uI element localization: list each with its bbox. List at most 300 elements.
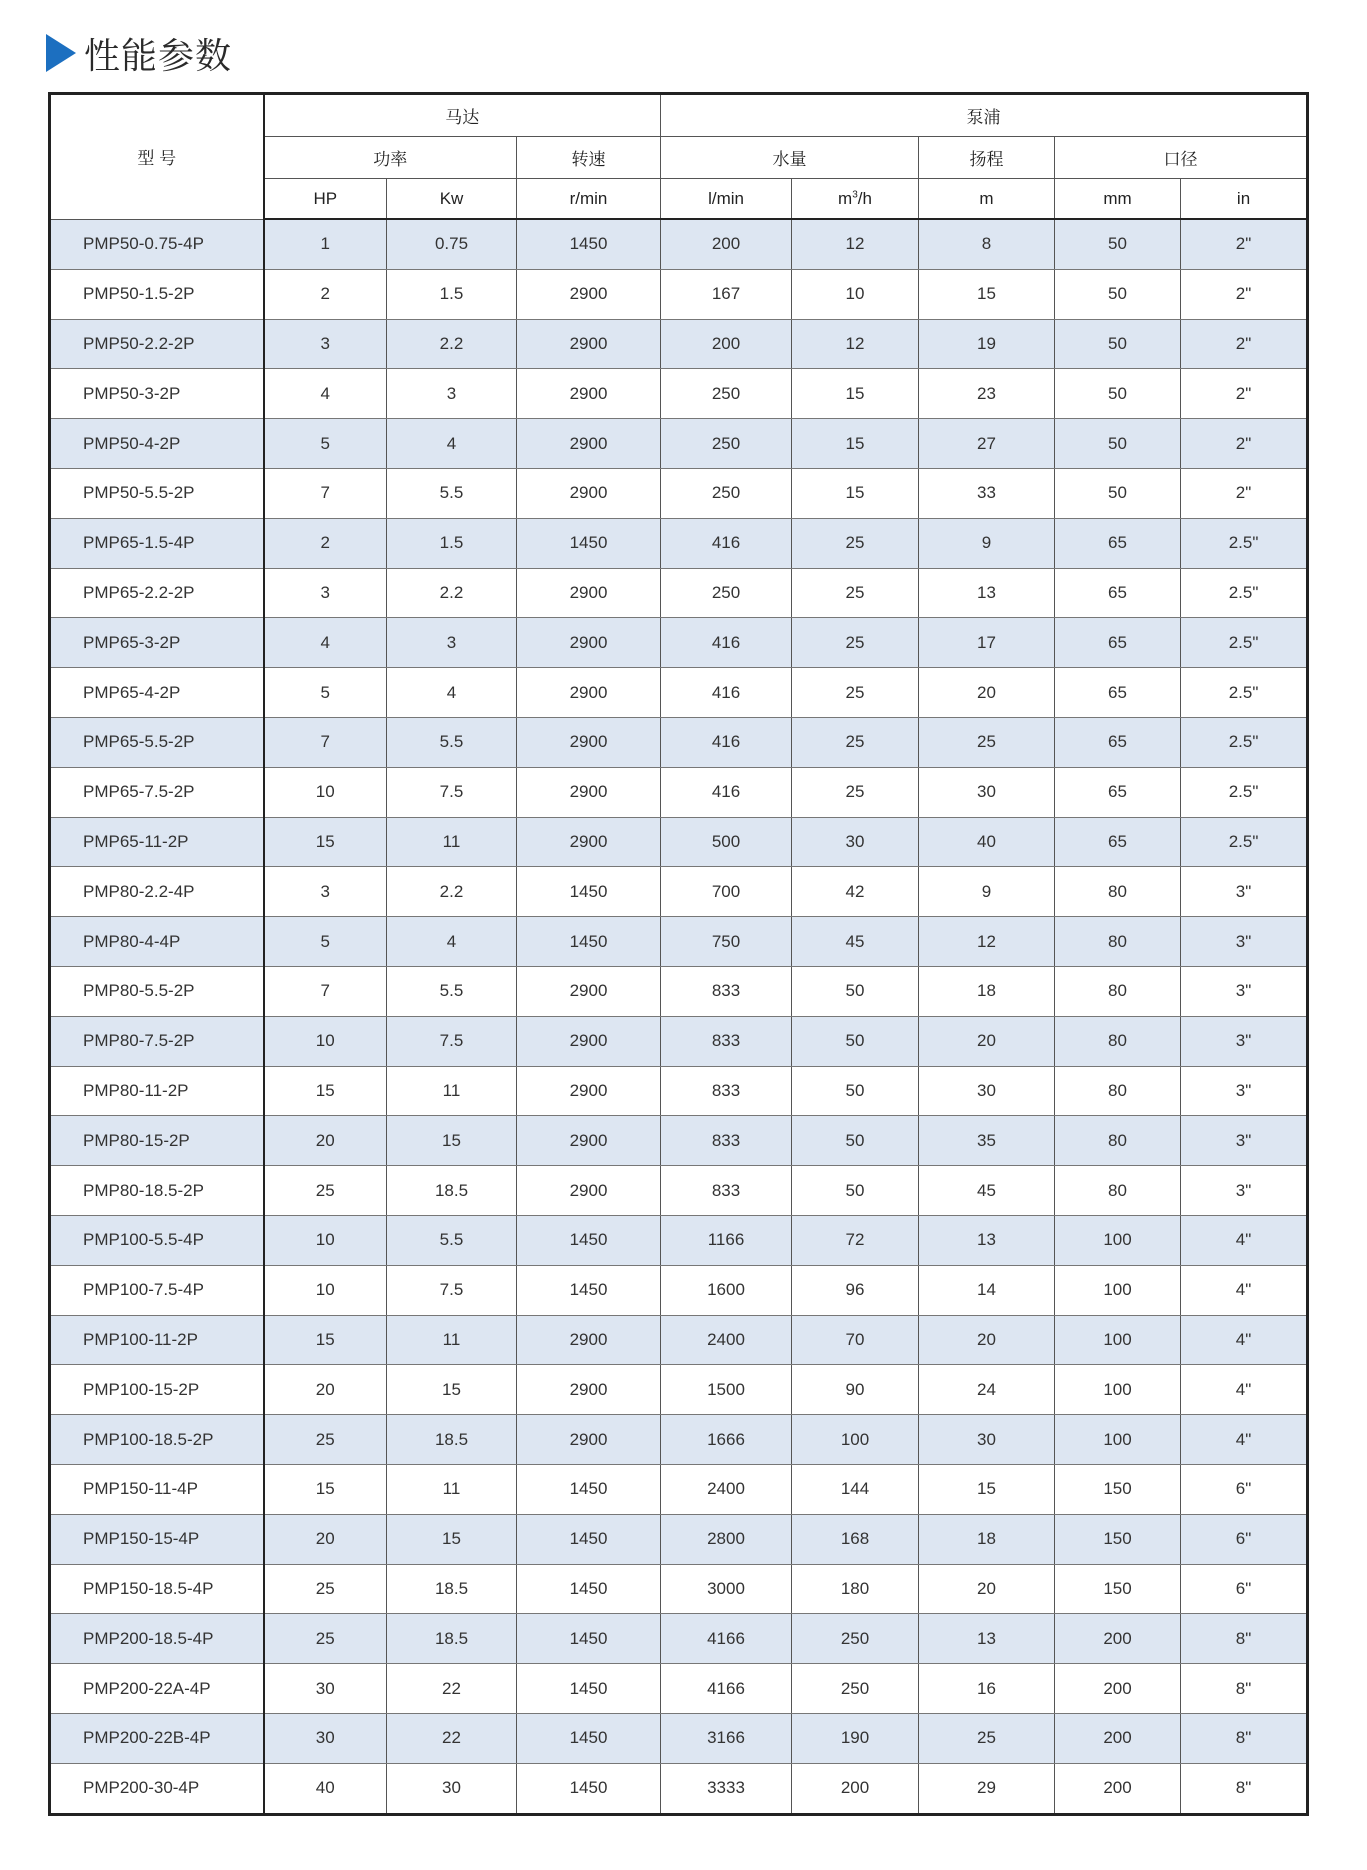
header-motor: 马达 bbox=[264, 94, 661, 137]
cell-head-m: 23 bbox=[919, 369, 1055, 419]
cell-kw: 5.5 bbox=[387, 1215, 517, 1265]
cell-head-m: 18 bbox=[919, 1514, 1055, 1564]
cell-rpm: 2900 bbox=[517, 966, 661, 1016]
cell-rpm: 1450 bbox=[517, 1564, 661, 1614]
cell-bore-in: 6" bbox=[1181, 1564, 1308, 1614]
cell-hp: 20 bbox=[264, 1116, 387, 1166]
cell-hp: 25 bbox=[264, 1564, 387, 1614]
cell-rpm: 1450 bbox=[517, 1514, 661, 1564]
cell-bore-in: 8" bbox=[1181, 1614, 1308, 1664]
cell-kw: 4 bbox=[387, 668, 517, 718]
cell-head-m: 20 bbox=[919, 1016, 1055, 1066]
cell-bore-mm: 65 bbox=[1055, 568, 1181, 618]
cell-kw: 11 bbox=[387, 1066, 517, 1116]
cell-bore-in: 2" bbox=[1181, 419, 1308, 469]
cell-bore-mm: 100 bbox=[1055, 1315, 1181, 1365]
cell-hp: 30 bbox=[264, 1713, 387, 1763]
table-body bbox=[50, 219, 1308, 1814]
cell-head-m: 25 bbox=[919, 717, 1055, 767]
cell-model: PMP50-3-2P bbox=[50, 369, 264, 419]
cell-flow-lmin: 1600 bbox=[661, 1265, 792, 1315]
cell-rpm: 2900 bbox=[517, 1016, 661, 1066]
cell-bore-in: 4" bbox=[1181, 1215, 1308, 1265]
cell-flow-lmin: 250 bbox=[661, 419, 792, 469]
cell-flow-lmin: 416 bbox=[661, 767, 792, 817]
cell-model: PMP200-22A-4P bbox=[50, 1664, 264, 1714]
cell-hp: 5 bbox=[264, 668, 387, 718]
cell-bore-in: 4" bbox=[1181, 1415, 1308, 1465]
cell-hp: 20 bbox=[264, 1365, 387, 1415]
cell-bore-mm: 65 bbox=[1055, 518, 1181, 568]
cell-kw: 4 bbox=[387, 419, 517, 469]
cell-hp: 40 bbox=[264, 1763, 387, 1814]
cell-bore-mm: 80 bbox=[1055, 867, 1181, 917]
cell-bore-mm: 200 bbox=[1055, 1763, 1181, 1814]
cell-flow-lmin: 4166 bbox=[661, 1664, 792, 1714]
cell-flow-m3h: 12 bbox=[792, 219, 919, 269]
cell-hp: 3 bbox=[264, 568, 387, 618]
cell-rpm: 2900 bbox=[517, 319, 661, 369]
cell-rpm: 2900 bbox=[517, 618, 661, 668]
cell-flow-lmin: 3166 bbox=[661, 1713, 792, 1763]
cell-flow-m3h: 25 bbox=[792, 568, 919, 618]
cell-kw: 11 bbox=[387, 817, 517, 867]
cell-bore-in: 2.5" bbox=[1181, 518, 1308, 568]
table-row bbox=[50, 1265, 1308, 1315]
cell-flow-m3h: 144 bbox=[792, 1464, 919, 1514]
cell-kw: 1.5 bbox=[387, 518, 517, 568]
cell-flow-m3h: 190 bbox=[792, 1713, 919, 1763]
cell-flow-lmin: 250 bbox=[661, 369, 792, 419]
cell-kw: 11 bbox=[387, 1464, 517, 1514]
cell-flow-m3h: 30 bbox=[792, 817, 919, 867]
cell-bore-mm: 200 bbox=[1055, 1614, 1181, 1664]
cell-bore-mm: 50 bbox=[1055, 468, 1181, 518]
cell-model: PMP80-5.5-2P bbox=[50, 966, 264, 1016]
cell-flow-m3h: 250 bbox=[792, 1614, 919, 1664]
cell-hp: 7 bbox=[264, 468, 387, 518]
cell-flow-m3h: 12 bbox=[792, 319, 919, 369]
cell-flow-lmin: 416 bbox=[661, 618, 792, 668]
cell-head-m: 30 bbox=[919, 767, 1055, 817]
table-row bbox=[50, 966, 1308, 1016]
cell-flow-lmin: 200 bbox=[661, 319, 792, 369]
cell-hp: 30 bbox=[264, 1664, 387, 1714]
table-row bbox=[50, 668, 1308, 718]
cell-bore-mm: 65 bbox=[1055, 717, 1181, 767]
cell-kw: 1.5 bbox=[387, 269, 517, 319]
cell-flow-m3h: 90 bbox=[792, 1365, 919, 1415]
cell-kw: 22 bbox=[387, 1664, 517, 1714]
cell-model: PMP200-22B-4P bbox=[50, 1713, 264, 1763]
cell-hp: 15 bbox=[264, 1066, 387, 1116]
unit-hp: HP bbox=[264, 179, 387, 220]
cell-model: PMP80-4-4P bbox=[50, 917, 264, 967]
cell-hp: 25 bbox=[264, 1614, 387, 1664]
cell-bore-mm: 50 bbox=[1055, 419, 1181, 469]
cell-bore-mm: 80 bbox=[1055, 917, 1181, 967]
cell-flow-m3h: 45 bbox=[792, 917, 919, 967]
cell-model: PMP200-18.5-4P bbox=[50, 1614, 264, 1664]
table-row bbox=[50, 1713, 1308, 1763]
cell-bore-in: 3" bbox=[1181, 966, 1308, 1016]
cell-flow-lmin: 1166 bbox=[661, 1215, 792, 1265]
table-row bbox=[50, 419, 1308, 469]
table-row bbox=[50, 1664, 1308, 1714]
unit-rpm: r/min bbox=[517, 179, 661, 220]
unit-mm: mm bbox=[1055, 179, 1181, 220]
table-row bbox=[50, 917, 1308, 967]
cell-head-m: 13 bbox=[919, 1614, 1055, 1664]
cell-model: PMP65-1.5-4P bbox=[50, 518, 264, 568]
cell-model: PMP150-18.5-4P bbox=[50, 1564, 264, 1614]
section-heading bbox=[46, 28, 232, 78]
cell-hp: 5 bbox=[264, 917, 387, 967]
cell-rpm: 2900 bbox=[517, 419, 661, 469]
cell-kw: 0.75 bbox=[387, 219, 517, 269]
unit-in: in bbox=[1181, 179, 1308, 220]
cell-flow-m3h: 72 bbox=[792, 1215, 919, 1265]
cell-hp: 25 bbox=[264, 1415, 387, 1465]
cell-bore-in: 4" bbox=[1181, 1265, 1308, 1315]
cell-hp: 4 bbox=[264, 369, 387, 419]
cell-head-m: 33 bbox=[919, 468, 1055, 518]
cell-flow-m3h: 42 bbox=[792, 867, 919, 917]
table-row bbox=[50, 518, 1308, 568]
cell-kw: 3 bbox=[387, 369, 517, 419]
cell-flow-lmin: 833 bbox=[661, 966, 792, 1016]
cell-bore-in: 3" bbox=[1181, 1116, 1308, 1166]
cell-model: PMP65-3-2P bbox=[50, 618, 264, 668]
cell-model: PMP80-2.2-4P bbox=[50, 867, 264, 917]
cell-bore-mm: 50 bbox=[1055, 369, 1181, 419]
cell-model: PMP100-7.5-4P bbox=[50, 1265, 264, 1315]
cell-model: PMP65-4-2P bbox=[50, 668, 264, 718]
cell-flow-m3h: 25 bbox=[792, 618, 919, 668]
cell-hp: 7 bbox=[264, 717, 387, 767]
table-row bbox=[50, 269, 1308, 319]
performance-table bbox=[48, 92, 1309, 1816]
cell-bore-mm: 80 bbox=[1055, 1116, 1181, 1166]
cell-kw: 5.5 bbox=[387, 966, 517, 1016]
cell-kw: 7.5 bbox=[387, 1016, 517, 1066]
cell-bore-in: 6" bbox=[1181, 1464, 1308, 1514]
cell-head-m: 25 bbox=[919, 1713, 1055, 1763]
cell-rpm: 2900 bbox=[517, 1066, 661, 1116]
cell-model: PMP80-11-2P bbox=[50, 1066, 264, 1116]
table-row bbox=[50, 1564, 1308, 1614]
cell-rpm: 1450 bbox=[517, 1614, 661, 1664]
cell-bore-in: 2.5" bbox=[1181, 668, 1308, 718]
cell-bore-mm: 100 bbox=[1055, 1365, 1181, 1415]
cell-rpm: 1450 bbox=[517, 1664, 661, 1714]
cell-flow-m3h: 15 bbox=[792, 468, 919, 518]
cell-rpm: 2900 bbox=[517, 767, 661, 817]
cell-rpm: 1450 bbox=[517, 1713, 661, 1763]
cell-flow-lmin: 833 bbox=[661, 1066, 792, 1116]
table-row bbox=[50, 1514, 1308, 1564]
cell-flow-lmin: 4166 bbox=[661, 1614, 792, 1664]
cell-head-m: 35 bbox=[919, 1116, 1055, 1166]
cell-head-m: 20 bbox=[919, 1564, 1055, 1614]
cell-flow-lmin: 2400 bbox=[661, 1315, 792, 1365]
cell-flow-lmin: 416 bbox=[661, 668, 792, 718]
cell-bore-in: 3" bbox=[1181, 1166, 1308, 1216]
cell-bore-mm: 50 bbox=[1055, 319, 1181, 369]
cell-hp: 7 bbox=[264, 966, 387, 1016]
cell-bore-mm: 100 bbox=[1055, 1215, 1181, 1265]
cell-kw: 15 bbox=[387, 1365, 517, 1415]
cell-flow-m3h: 50 bbox=[792, 1016, 919, 1066]
cell-hp: 2 bbox=[264, 518, 387, 568]
cell-head-m: 18 bbox=[919, 966, 1055, 1016]
cell-kw: 18.5 bbox=[387, 1564, 517, 1614]
cell-flow-lmin: 3333 bbox=[661, 1763, 792, 1814]
cell-head-m: 20 bbox=[919, 1315, 1055, 1365]
unit-lmin: l/min bbox=[661, 179, 792, 220]
cell-model: PMP100-5.5-4P bbox=[50, 1215, 264, 1265]
cell-model: PMP200-30-4P bbox=[50, 1763, 264, 1814]
cell-bore-in: 4" bbox=[1181, 1365, 1308, 1415]
cell-rpm: 2900 bbox=[517, 817, 661, 867]
cell-kw: 18.5 bbox=[387, 1614, 517, 1664]
cell-model: PMP65-7.5-2P bbox=[50, 767, 264, 817]
cell-bore-in: 2.5" bbox=[1181, 568, 1308, 618]
cell-model: PMP100-15-2P bbox=[50, 1365, 264, 1415]
cell-kw: 18.5 bbox=[387, 1166, 517, 1216]
cell-flow-lmin: 1500 bbox=[661, 1365, 792, 1415]
cell-flow-m3h: 250 bbox=[792, 1664, 919, 1714]
table-row bbox=[50, 1365, 1308, 1415]
cell-flow-lmin: 700 bbox=[661, 867, 792, 917]
table-row bbox=[50, 717, 1308, 767]
cell-bore-mm: 65 bbox=[1055, 668, 1181, 718]
cell-head-m: 27 bbox=[919, 419, 1055, 469]
header-head: 扬程 bbox=[919, 137, 1055, 179]
unit-m3h: $m^3/h$ bbox=[792, 179, 919, 220]
cell-bore-mm: 200 bbox=[1055, 1664, 1181, 1714]
table-row bbox=[50, 767, 1308, 817]
cell-rpm: 2900 bbox=[517, 1415, 661, 1465]
cell-head-m: 30 bbox=[919, 1415, 1055, 1465]
cell-bore-mm: 80 bbox=[1055, 1016, 1181, 1066]
cell-model: PMP150-15-4P bbox=[50, 1514, 264, 1564]
table-row bbox=[50, 1464, 1308, 1514]
table-row bbox=[50, 369, 1308, 419]
cell-flow-m3h: 15 bbox=[792, 419, 919, 469]
cell-kw: 15 bbox=[387, 1116, 517, 1166]
cell-kw: 2.2 bbox=[387, 867, 517, 917]
cell-bore-mm: 65 bbox=[1055, 817, 1181, 867]
unit-kw: Kw bbox=[387, 179, 517, 220]
cell-kw: 2.2 bbox=[387, 568, 517, 618]
cell-hp: 20 bbox=[264, 1514, 387, 1564]
cell-bore-mm: 100 bbox=[1055, 1265, 1181, 1315]
cell-head-m: 15 bbox=[919, 269, 1055, 319]
cell-model: PMP150-11-4P bbox=[50, 1464, 264, 1514]
table-row bbox=[50, 1415, 1308, 1465]
cell-flow-lmin: 750 bbox=[661, 917, 792, 967]
cell-flow-lmin: 3000 bbox=[661, 1564, 792, 1614]
cell-kw: 5.5 bbox=[387, 717, 517, 767]
cell-flow-m3h: 96 bbox=[792, 1265, 919, 1315]
cell-kw: 18.5 bbox=[387, 1415, 517, 1465]
cell-bore-in: 8" bbox=[1181, 1763, 1308, 1814]
table-row bbox=[50, 1166, 1308, 1216]
cell-kw: 5.5 bbox=[387, 468, 517, 518]
cell-flow-m3h: 50 bbox=[792, 1166, 919, 1216]
cell-rpm: 1450 bbox=[517, 917, 661, 967]
header-model: 型 号 bbox=[50, 94, 264, 220]
table-row bbox=[50, 817, 1308, 867]
header-bore: 口径 bbox=[1055, 137, 1308, 179]
table-row bbox=[50, 319, 1308, 369]
header-pump: 泵浦 bbox=[661, 94, 1308, 137]
cell-head-m: 20 bbox=[919, 668, 1055, 718]
cell-hp: 25 bbox=[264, 1166, 387, 1216]
cell-hp: 10 bbox=[264, 767, 387, 817]
cell-flow-lmin: 1666 bbox=[661, 1415, 792, 1465]
cell-model: PMP65-11-2P bbox=[50, 817, 264, 867]
cell-model: PMP80-15-2P bbox=[50, 1116, 264, 1166]
triangle-marker-icon bbox=[46, 34, 76, 72]
cell-bore-mm: 50 bbox=[1055, 269, 1181, 319]
cell-hp: 10 bbox=[264, 1265, 387, 1315]
cell-head-m: 8 bbox=[919, 219, 1055, 269]
cell-head-m: 9 bbox=[919, 518, 1055, 568]
cell-head-m: 45 bbox=[919, 1166, 1055, 1216]
cell-bore-mm: 150 bbox=[1055, 1464, 1181, 1514]
cell-bore-in: 3" bbox=[1181, 917, 1308, 967]
cell-bore-mm: 80 bbox=[1055, 966, 1181, 1016]
cell-model: PMP65-5.5-2P bbox=[50, 717, 264, 767]
cell-bore-in: 3" bbox=[1181, 1066, 1308, 1116]
table-row bbox=[50, 1016, 1308, 1066]
cell-kw: 22 bbox=[387, 1713, 517, 1763]
table-row bbox=[50, 1614, 1308, 1664]
cell-flow-m3h: 10 bbox=[792, 269, 919, 319]
cell-flow-m3h: 70 bbox=[792, 1315, 919, 1365]
cell-bore-mm: 50 bbox=[1055, 219, 1181, 269]
cell-bore-in: 2" bbox=[1181, 269, 1308, 319]
table-row bbox=[50, 1215, 1308, 1265]
header-power: 功率 bbox=[264, 137, 517, 179]
cell-flow-m3h: 25 bbox=[792, 767, 919, 817]
cell-flow-m3h: 200 bbox=[792, 1763, 919, 1814]
cell-bore-in: 8" bbox=[1181, 1713, 1308, 1763]
header-flow: 水量 bbox=[661, 137, 919, 179]
cell-flow-lmin: 833 bbox=[661, 1016, 792, 1066]
cell-rpm: 1450 bbox=[517, 1763, 661, 1814]
cell-head-m: 30 bbox=[919, 1066, 1055, 1116]
cell-kw: 7.5 bbox=[387, 767, 517, 817]
cell-model: PMP50-2.2-2P bbox=[50, 319, 264, 369]
cell-rpm: 2900 bbox=[517, 717, 661, 767]
cell-bore-in: 6" bbox=[1181, 1514, 1308, 1564]
cell-flow-lmin: 416 bbox=[661, 717, 792, 767]
cell-bore-in: 2.5" bbox=[1181, 618, 1308, 668]
cell-bore-in: 3" bbox=[1181, 867, 1308, 917]
cell-bore-mm: 150 bbox=[1055, 1564, 1181, 1614]
cell-head-m: 13 bbox=[919, 568, 1055, 618]
cell-flow-m3h: 100 bbox=[792, 1415, 919, 1465]
cell-flow-m3h: 15 bbox=[792, 369, 919, 419]
cell-rpm: 2900 bbox=[517, 668, 661, 718]
cell-head-m: 17 bbox=[919, 618, 1055, 668]
cell-model: PMP80-18.5-2P bbox=[50, 1166, 264, 1216]
cell-kw: 30 bbox=[387, 1763, 517, 1814]
cell-bore-in: 2.5" bbox=[1181, 717, 1308, 767]
table-row bbox=[50, 1315, 1308, 1365]
cell-head-m: 14 bbox=[919, 1265, 1055, 1315]
cell-rpm: 1450 bbox=[517, 867, 661, 917]
table-row bbox=[50, 568, 1308, 618]
cell-flow-lmin: 500 bbox=[661, 817, 792, 867]
cell-hp: 15 bbox=[264, 1315, 387, 1365]
cell-rpm: 2900 bbox=[517, 1365, 661, 1415]
table-row bbox=[50, 1763, 1308, 1814]
cell-rpm: 1450 bbox=[517, 1464, 661, 1514]
cell-rpm: 2900 bbox=[517, 468, 661, 518]
cell-kw: 7.5 bbox=[387, 1265, 517, 1315]
cell-flow-m3h: 25 bbox=[792, 717, 919, 767]
cell-flow-m3h: 25 bbox=[792, 518, 919, 568]
cell-model: PMP50-4-2P bbox=[50, 419, 264, 469]
cell-model: PMP65-2.2-2P bbox=[50, 568, 264, 618]
cell-head-m: 40 bbox=[919, 817, 1055, 867]
cell-head-m: 19 bbox=[919, 319, 1055, 369]
cell-flow-m3h: 168 bbox=[792, 1514, 919, 1564]
cell-hp: 10 bbox=[264, 1215, 387, 1265]
cell-rpm: 1450 bbox=[517, 518, 661, 568]
cell-bore-in: 2.5" bbox=[1181, 767, 1308, 817]
cell-model: PMP100-11-2P bbox=[50, 1315, 264, 1365]
table-row bbox=[50, 219, 1308, 269]
cell-bore-mm: 150 bbox=[1055, 1514, 1181, 1564]
cell-kw: 15 bbox=[387, 1514, 517, 1564]
cell-bore-mm: 80 bbox=[1055, 1166, 1181, 1216]
table-row bbox=[50, 468, 1308, 518]
cell-rpm: 1450 bbox=[517, 1265, 661, 1315]
cell-bore-in: 3" bbox=[1181, 1016, 1308, 1066]
cell-rpm: 2900 bbox=[517, 369, 661, 419]
cell-bore-mm: 100 bbox=[1055, 1415, 1181, 1465]
cell-model: PMP50-5.5-2P bbox=[50, 468, 264, 518]
cell-model: PMP100-18.5-2P bbox=[50, 1415, 264, 1465]
cell-bore-mm: 80 bbox=[1055, 1066, 1181, 1116]
cell-rpm: 2900 bbox=[517, 1116, 661, 1166]
cell-hp: 5 bbox=[264, 419, 387, 469]
cell-flow-m3h: 50 bbox=[792, 966, 919, 1016]
header-speed: 转速 bbox=[517, 137, 661, 179]
cell-head-m: 16 bbox=[919, 1664, 1055, 1714]
table-row bbox=[50, 1116, 1308, 1166]
cell-head-m: 12 bbox=[919, 917, 1055, 967]
cell-rpm: 2900 bbox=[517, 568, 661, 618]
cell-kw: 4 bbox=[387, 917, 517, 967]
cell-flow-lmin: 2400 bbox=[661, 1464, 792, 1514]
cell-flow-lmin: 250 bbox=[661, 468, 792, 518]
cell-kw: 11 bbox=[387, 1315, 517, 1365]
cell-head-m: 13 bbox=[919, 1215, 1055, 1265]
cell-bore-in: 2.5" bbox=[1181, 817, 1308, 867]
table-row bbox=[50, 867, 1308, 917]
cell-flow-lmin: 250 bbox=[661, 568, 792, 618]
cell-rpm: 1450 bbox=[517, 219, 661, 269]
cell-hp: 3 bbox=[264, 319, 387, 369]
cell-hp: 4 bbox=[264, 618, 387, 668]
cell-hp: 2 bbox=[264, 269, 387, 319]
